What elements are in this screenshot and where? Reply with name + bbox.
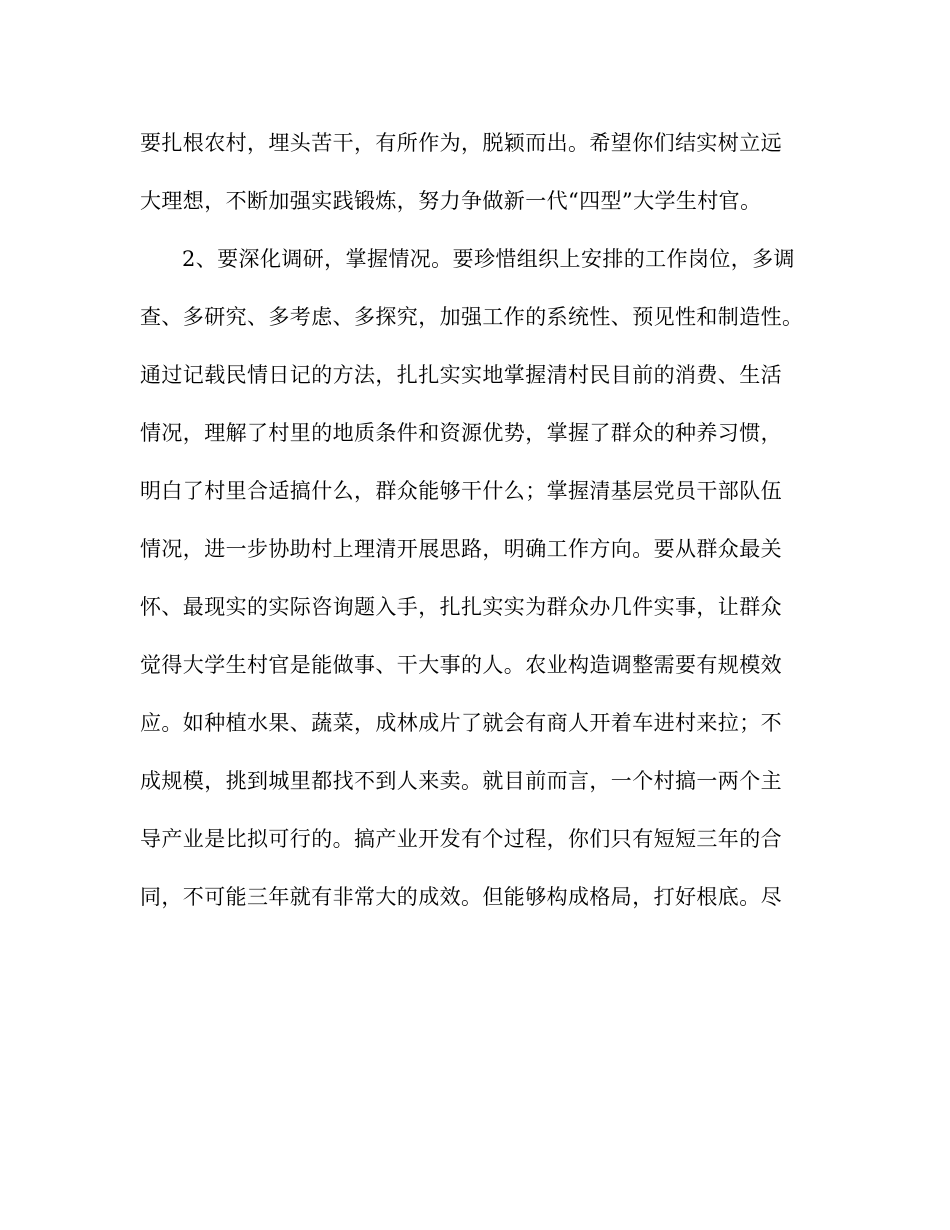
text-line: 要扎根农村，埋头苦干，有所作为，脱颖而出。希望你们结实树立远 (140, 131, 782, 155)
text-line: 觉得大学生村官是能做事、干大事的人。农业构造调整需要有规模效 (140, 653, 782, 677)
body-text (140, 121, 820, 933)
text-line: 应。如种植水果、蔬菜，成林成片了就会有商人开着车进村来拉；不 (140, 711, 782, 735)
text-line: 2、要深化调研，掌握情况。要珍惜组织上安排的工作岗位，多调 (182, 247, 795, 271)
text-line: 导产业是比拟可行的。搞产业开发有个过程，你们只有短短三年的合 (140, 827, 782, 851)
text-line: 情况，进一步协助村上理清开展思路，明确工作方向。要从群众最关 (140, 537, 782, 561)
text-line: 通过记载民情日记的方法，扎扎实实地掌握清村民目前的消费、生活 (140, 363, 782, 387)
text-line: 成规模，挑到城里都找不到人来卖。就目前而言，一个村搞一两个主 (140, 769, 782, 793)
text-line: 大理想，不断加强实践锻炼，努力争做新一代“四型”大学生村官。 (140, 189, 762, 213)
text-line: 查、多研究、多考虑、多探究，加强工作的系统性、预见性和制造性。 (140, 305, 804, 329)
text-line: 明白了村里合适搞什么，群众能够干什么；掌握清基层党员干部队伍 (140, 479, 782, 503)
text-line: 怀、最现实的实际咨询题入手，扎扎实实为群众办几件实事，让群众 (140, 595, 782, 619)
text-line: 情况，理解了村里的地质条件和资源优势，掌握了群众的种养习惯， (140, 421, 782, 445)
text-line: 同，不可能三年就有非常大的成效。但能够构成格局，打好根底。尽 (140, 885, 782, 909)
